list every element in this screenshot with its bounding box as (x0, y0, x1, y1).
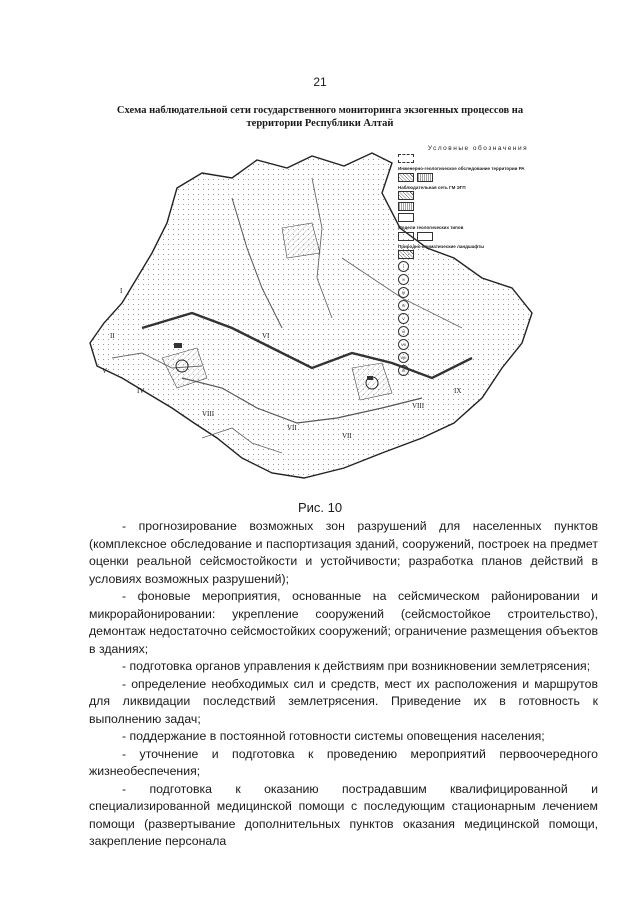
legend-swatch (398, 154, 414, 163)
paragraph: - определение необходимых сил и средств, мест их расположения и маршрутов для ликвидации последствий землетрясения. Приведение их в готовность к выполнению задач; (89, 676, 598, 726)
paragraph: - прогнозирование возможных зон разрушений для населенных пунктов (комплексное обследование и паспортизация зданий, сооружений, построек на предмет оценки реальной сейсмостойкости и устойчивости; разработка планов действий в условиях возможных разрушений); (89, 519, 598, 586)
region-map (82, 138, 558, 496)
svg-text:VI: VI (262, 332, 270, 340)
figure-title-line-2: территории Республики Алтай (246, 118, 394, 129)
figure-title (100, 104, 540, 130)
svg-text:VIII: VIII (412, 402, 425, 410)
legend-zone-5 (398, 313, 558, 324)
svg-text:IX: IX (454, 387, 462, 395)
paragraph: - уточнение и подготовка к проведению мероприятий первоочередного жизнеобеспечения; (89, 746, 598, 778)
legend-zone-6 (398, 326, 558, 337)
body-text (89, 518, 598, 851)
legend-zone-8 (398, 352, 558, 363)
legend-zone-7 (398, 339, 558, 350)
legend-zone-2 (398, 274, 558, 285)
svg-text:I: I (120, 287, 123, 295)
svg-text:VII: VII (342, 432, 352, 440)
svg-text:VIII: VIII (202, 410, 215, 418)
paragraph: - подготовка органов управления к действиям при возникновении землетрясения; (122, 659, 591, 673)
legend-zone-marker: IX (398, 365, 409, 376)
legend-roman-list (398, 261, 558, 376)
paragraph: - поддержание в постоянной готовности системы оповещения населения; (122, 729, 545, 743)
map-legend (398, 146, 558, 378)
paragraph: - подготовка к оказанию пострадавшим квалифицированной и специализированной медицинской помощи с последующим стационарным лечением помощи (развертывание дополнительных пунктов оказания медицинской помощи, закрепление персонала (89, 781, 598, 848)
svg-text:II: II (110, 332, 115, 340)
figure-title-line-1: Схема наблюдательной сети государственного мониторинга экзогенных процессов на (116, 105, 524, 116)
legend-zone-9 (398, 365, 558, 376)
legend-zone-marker: V (398, 313, 409, 324)
legend-zone-marker: VI (398, 326, 409, 337)
svg-text:V: V (102, 367, 108, 375)
legend-section-3: Модели геологических типов (398, 225, 464, 231)
svg-text:IV: IV (137, 387, 145, 395)
page-number: 21 (313, 75, 327, 89)
legend-zone-marker: IV (398, 300, 409, 311)
legend-zone-4 (398, 300, 558, 311)
legend-zone-marker: II (398, 274, 409, 285)
legend-section-4: Природно-климатические ландшафты (398, 243, 485, 249)
legend-zone-marker: I (398, 261, 409, 272)
legend-zone-marker: VII (398, 339, 409, 350)
paragraph: - фоновые мероприятия, основанные на сейсмическом районировании и микрорайонировании: укрепление сооружений (сейсмостойкое строительство), демонтаж недостаточно сейсмостойких сооружений; ограничение размещения объектов в зданиях; (89, 589, 598, 656)
legend-zone-marker: III (398, 287, 409, 298)
legend-section-2: Наблюдательная сеть ГМ ЭГП (398, 184, 466, 190)
svg-text:VII: VII (287, 424, 297, 432)
legend-title: Условные обозначения (427, 145, 529, 152)
legend-zone-3 (398, 287, 558, 298)
legend-zone-marker: VIII (398, 352, 409, 363)
figure-caption: Рис. 10 (297, 500, 343, 515)
legend-section-1: Инженерно-геологическое обследование территории РА (398, 166, 525, 172)
legend-zone-1 (398, 261, 558, 272)
